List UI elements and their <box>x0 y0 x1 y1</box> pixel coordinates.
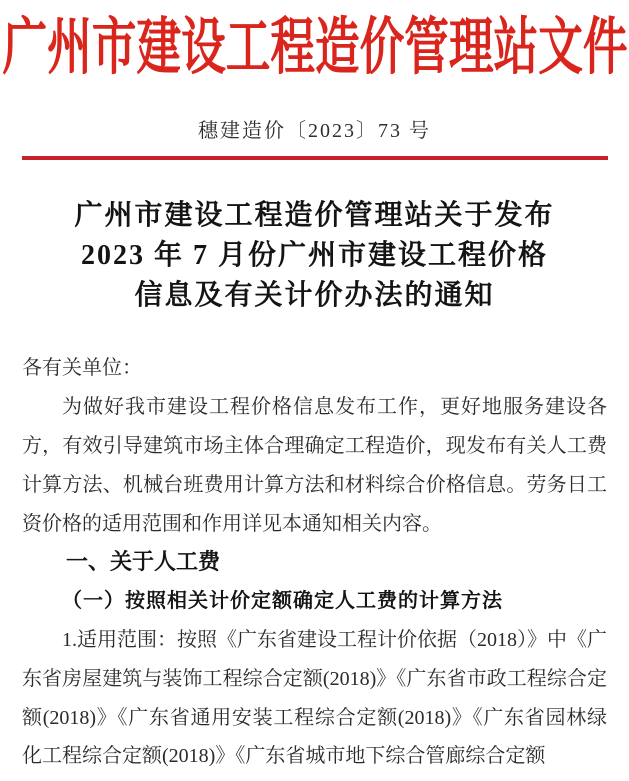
red-divider-line <box>22 156 608 160</box>
notice-title-line-2: 2023 年 7 月份广州市建设工程价格 <box>80 240 548 272</box>
heading-subsection-calculation-method: （一）按照相关计价定额确定人工费的计算方法 <box>62 590 503 613</box>
heading-section-one-labor-cost: 一、关于人工费 <box>66 549 221 575</box>
agency-file-title: 广州市建设工程造价管理站文件 <box>2 14 627 82</box>
scope-paragraph: 1.适用范围：按照《广东省建设工程计价依据（2018）》中《广东省房屋建筑与装饰工程综合定额(2018)》《广东省市政工程综合定额(2018)》《广东省通用安装工程综合定额(2018)》《广东省园林绿化工程综合定额(2018)》《广东省城市地下综合管廊综合定额 <box>22 629 607 768</box>
salutation: 各有关单位： <box>22 357 142 380</box>
intro-paragraph: 为做好我市建设工程价格信息发布工作，更好地服务建设各方，有效引导建筑市场主体合理确定工程造价，现发布有关人工费计算方法、机械台班费用计算方法和材料综合价格信息。劳务日工资价格的适用范围和作用详见本通知相关内容。 <box>22 396 607 535</box>
notice-title-line-1: 广州市建设工程造价管理站关于发布 <box>74 200 555 232</box>
notice-title-line-3: 信息及有关计价办法的通知 <box>134 280 495 312</box>
notice-title <box>0 196 629 316</box>
red-header-banner <box>0 14 629 83</box>
notice-body <box>22 349 607 776</box>
document-number: 穗建造价〔2023〕73 号 <box>198 120 431 143</box>
